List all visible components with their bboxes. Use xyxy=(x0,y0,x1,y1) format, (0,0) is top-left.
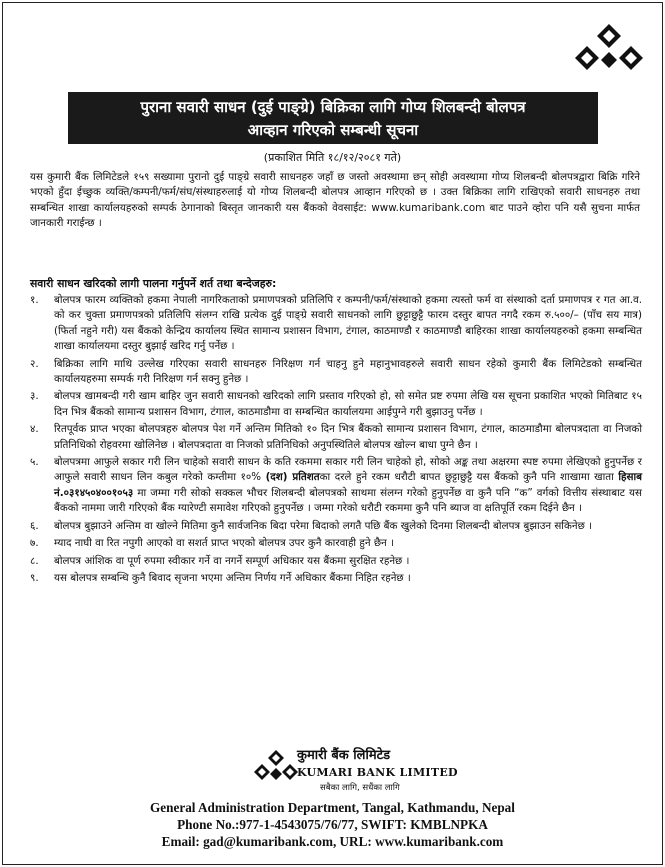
condition-text: बिक्रिका लागि माथि उल्लेख गरिएका सवारी साधनहरु निरिक्षण गर्न चाहनु हुने महानुभावहरुले सवारी साधन रहेको कुमारी बैंक लिमिटेडको सम्बन्धित कार्यालयहरुमा सम्पर्क गरी निरिक्षण गर्न सक्नु हुनेछ । xyxy=(54,357,642,386)
conditions-heading: सवारी साधन खरिदको लागी पालना गर्नुपर्ने शर्त तथा बन्देजहरु: xyxy=(30,277,277,290)
condition-item xyxy=(30,357,642,388)
condition-text: बोलपत्र बुझाउने अन्तिम वा खोल्ने मितिमा कुनै सार्वजनिक बिदा परेमा बिदाको लगतै पछि बैंक खुलेको दिनमा शिलबन्दी बोलपत्र बुझाउन सकिनेछ । xyxy=(54,519,592,532)
condition-text-part: मा जम्मा गरी सोको सक्कल भौचर शिलबन्दी बोलपत्रको साथमा संलग्न गरेको हुनुपर्नेछ वा कुनै पनि “क” वर्गको वित्तीय संस्थाबाट यस बैंकको नाममा जारी गरिएको बैंक ग्यारेण्टी समावेश गरिएको हुनुपर्नेछ । जम्मा गरेको धरौटी रकममा कुनै पनि ब्याज वा क्षतिपूर्ति रकम दिईने छैन । xyxy=(54,486,642,515)
condition-item xyxy=(30,554,642,569)
condition-item xyxy=(30,293,642,355)
condition-text: म्याद नाघी वा रित नपुगी आएको वा सशर्त प्राप्त भएको बोलपत्र उपर कुनै कारवाही हुने छैन । xyxy=(54,537,394,550)
condition-item xyxy=(30,455,642,517)
intro-paragraph: यस कुमारी बैंक लिमिटेडले १५९ सख्यामा पुरानो दुई पाङ्ग्रे सवारी साधनहरु जहाँ छ जस्तो अवस्थामा छन् सोही अवस्थामा गोप्य शिलबन्दी बोलपत्रद्वारा बिक्रि गरिने भएको हुँदा ईच्छुक व्यक्ति/कम्पनी/फर्म/संघ/संस्थाहरुलाई यो गोप्य शिलबन्दी बोलपत्र आव्हान गरिएको छ । उक्त बिक्रिका लागि राखिएको सवारी साधनहरु तथा सम्बन्धित शाखा कार्यालयहरुको सम्पर्क ठेगानाको बिस्तृत जानकारी यस बैंकको वेवसाईट: www.kumaribank.com बाट पाउने व्होरा पनि यसै सुचना मार्फत जानकारी गराईन्छ । xyxy=(30,171,640,230)
condition-number: ५. xyxy=(30,456,39,469)
notice-title-line1: पुराना सवारी साधन (दुई पाङ्ग्रे) बिक्रिका लागि गोप्य शिलबन्दी बोलपत्र xyxy=(140,98,526,116)
condition-text: बोलपत्र फारम व्यक्तिको हकमा नेपाली नागरिकताको प्रमाणपत्रको प्रतिलिपि र कम्पनी/फर्म/संस्थाको हकमा त्यस्तो फर्म वा संस्थाको दर्ता प्रमाणपत्र र गत आ.व. को कर चुक्ता प्रमाणपत्रको प्रतिलिपि संलग्न राखि प्रत्येक दुई पाङ्ग्रे सवारी साधनको लागि छुट्टाछुट्टै फारम दस्तुर बापत नगदै रकम रु.५००/– (पाँच सय मात्र) (फिर्ता नहुने गरी) यस बैंकको केन्द्रिय कार्यालय स्थित सामान्य प्रशासन विभाग, टंगाल, काठमाण्डौ र काठमाण्डौ बाहिरका शाखा कार्यालयहरुको हकमा सम्बन्धित शाखा कार्यालयमा दस्तुर बुझाई खरिद गर्नु पर्नेछ । xyxy=(54,294,642,353)
notice-title-banner xyxy=(68,92,598,144)
condition-text-part: बोलपत्रमा आफुले सकार गरी लिन चाहेको सवारी साधन के कति रकममा सकार गरी लिन चाहेको हो, सोको अङ्क तथा अक्षरमा स्पष्ट रुपमा लेखिएको हुनुपर्नेछ र आफुले सवारी साधन लिन कबुल गरेको कम्तीमा १०% xyxy=(54,456,642,484)
condition-text: रितपूर्वक प्राप्त भएका बोलपत्रहरु बोलपत्र पेश गर्ने अन्तिम मितिको १० दिन भित्र बैंकको सामान्य प्रशासन विभाग, टंगाल, काठमाडौमा बोलपत्रदाता वा निजको प्रतिनिधिको रोहवरमा खोलिनेछ । बोलपत्रदाता वा निजको प्रतिनिधिको अनुपस्थितिले बोलपत्र खोल्न बाधा पुग्ने छैन । xyxy=(54,423,642,451)
bank-name-english: KUMARI BANK LIMITED xyxy=(297,766,458,779)
footer-phone: Phone No.:977-1-4543075/76/77, SWIFT: KMBLNPKA xyxy=(177,817,488,832)
condition-number: ७. xyxy=(30,537,39,550)
condition-item xyxy=(30,519,642,534)
bank-name-nepali: कुमारी बैंक लिमिटेड xyxy=(297,748,391,763)
bank-tagline: सबैका लागि, सधैंका लागि xyxy=(320,783,400,793)
notice-title-line2: आव्हान गरिएको सम्बन्धी सूचना xyxy=(247,121,419,139)
published-date: (प्रकाशित मिति १८/१२/२०८१ गते) xyxy=(263,151,402,164)
condition-text: यस बोलपत्र सम्बन्धि कुनै बिवाद सृजना भएमा अन्तिम निर्णय गर्ने अधिकार बैंकमा निहित रहनेछ । xyxy=(54,571,411,584)
kumari-logo-icon xyxy=(569,22,649,78)
condition-text: बोलपत्र आंशिक वा पूर्ण रुपमा स्वीकार गर्ने वा नगर्ने सम्पूर्ण अधिकार यस बैंकमा सुरक्षित रहनेछ । xyxy=(54,554,410,567)
condition-number: ९. xyxy=(30,571,39,584)
condition-text-part: का दरले हुने रकम धरौटी बापत छुट्टाछुट्टै यस बैंकको कुनै पनि शाखामा खाता xyxy=(319,471,619,484)
condition-number: ६. xyxy=(30,519,39,532)
deposit-percent: (दश) प्रतिशत xyxy=(265,471,320,484)
condition-item xyxy=(30,422,642,453)
condition-number: ३. xyxy=(30,390,39,403)
footer-email: Email: gad@kumaribank.com, URL: www.kumaribank.com xyxy=(161,834,504,849)
condition-number: ८. xyxy=(30,554,39,567)
condition-item xyxy=(30,536,642,551)
condition-number: १. xyxy=(30,294,39,306)
condition-item xyxy=(30,389,642,420)
account-number: हिसाब नं.०३१४५०४००१०५३ xyxy=(54,471,642,499)
condition-text: बोलपत्र खामबन्दी गरी खाम बाहिर जुन सवारी साधनको खरिदको लागि प्रस्ताव गरिएको हो, सो समेत प्रष्ट रुपमा लेखि यस सूचना प्रकाशित भएको मितिबाट १५ दिन भित्र बैंकको सामान्य प्रशासन विभाग, टंगाल, काठमाडौमा वा सम्बन्धित कार्यालयमा आईपुग्ने गरी बुझाउनु पर्नेछ । xyxy=(54,390,642,418)
condition-number: ४. xyxy=(30,423,39,436)
condition-item xyxy=(30,571,642,586)
condition-text xyxy=(54,455,642,517)
condition-number: २. xyxy=(30,357,39,370)
conditions-list xyxy=(30,293,642,588)
footer-address: General Administration Department, Tangal, Kathmandu, Nepal xyxy=(150,800,515,815)
